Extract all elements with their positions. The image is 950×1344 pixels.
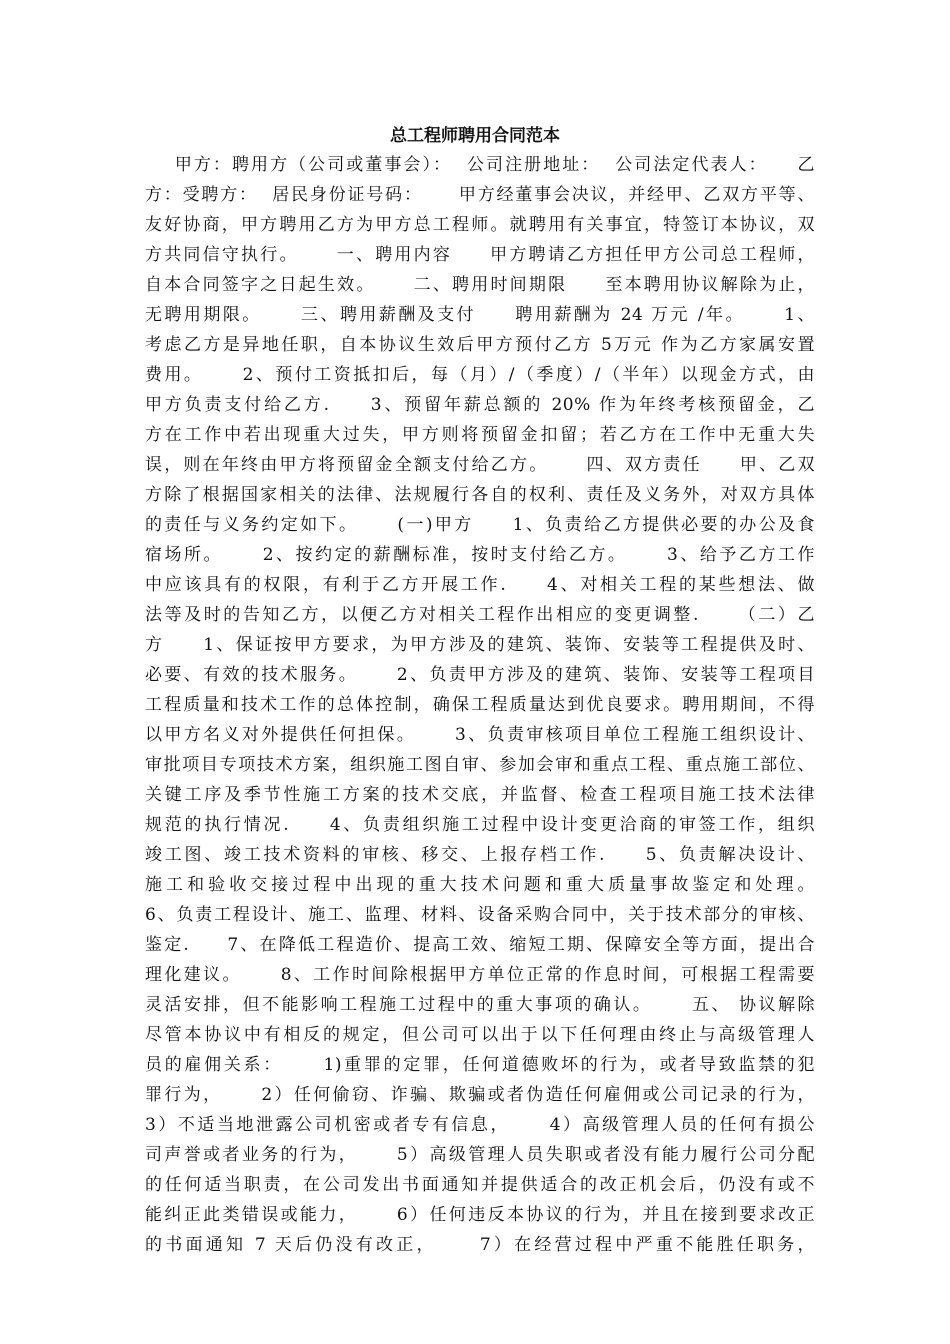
- document-line: 方共同信守执行。 一、聘用内容 甲方聘请乙方担任甲方公司总工程师，: [145, 245, 815, 265]
- document-line: 司声誉或者业务的行为， 5）高级管理人员失职或者没有能力履行公司分配: [145, 1145, 815, 1165]
- document-line: 的任何适当职责，在公司发出书面通知并提供适合的改正机会后，仍没有或不: [145, 1175, 815, 1195]
- document-line: 必要、有效的技术服务。 2、负责甲方涉及的建筑、装饰、安装等工程项目: [145, 665, 815, 685]
- document-line: 灵活安排，但不能影响工程施工过程中的重大事项的确认。 五、 协议解除: [145, 995, 815, 1015]
- document-line: 的责任与义务约定如下。 (一)甲方 1、负责给乙方提供必要的办公及食: [145, 515, 815, 535]
- document-line: 中应该具有的权限，有利于乙方开展工作. 4、对相关工程的某些想法、做: [145, 575, 815, 595]
- document-line: 审批项目专项技术方案，组织施工图自审、参加会审和重点工程、重点施工部位、: [145, 755, 815, 775]
- document-line: 甲方：聘用方（公司或董事会）： 公司注册地址： 公司法定代表人： 乙: [145, 155, 815, 175]
- document-line: 费用。 2、预付工资抵扣后，每（月）/（季度）/（半年）以现金方式，由: [145, 365, 815, 385]
- document-line: 罪行为， 2）任何偷窃、诈骗、欺骗或者伪造任何雇佣或公司记录的行为，: [145, 1085, 815, 1105]
- document-line: 误，则在年终由甲方将预留金全额支付给乙方。 四、双方责任 甲、乙双: [145, 455, 815, 475]
- document-title: 总工程师聘用合同范本: [390, 126, 560, 146]
- document-line: 的书面通知 7 天后仍没有改正， 7）在经营过程中严重不能胜任职务，: [145, 1235, 815, 1255]
- document-line: 方：受聘方： 居民身份证号码： 甲方经董事会决议，并经甲、乙双方平等、: [145, 185, 815, 205]
- document-body: [145, 150, 815, 1260]
- document-line: 工程质量和技术工作的总体控制，确保工程质量达到优良要求。聘用期间，不得: [145, 695, 815, 715]
- document-line: 以甲方名义对外提供任何担保。 3、负责审核项目单位工程施工组织设计、: [145, 725, 815, 745]
- document-line: 方 1、保证按甲方要求，为甲方涉及的建筑、装饰、安装等工程提供及时、: [145, 635, 815, 655]
- document-line: 施工和验收交接过程中出现的重大技术问题和重大质量事故鉴定和处理。: [145, 875, 815, 895]
- document-line: 自本合同签字之日起生效。 二、聘用时间期限 至本聘用协议解除为止，: [145, 275, 815, 295]
- document-line: 甲方负责支付给乙方. 3、预留年薪总额的 20% 作为年终考核预留金，乙: [145, 395, 815, 415]
- document-line: 无聘用期限。 三、聘用薪酬及支付 聘用薪酬为 24 万元 /年。 1、: [145, 305, 815, 325]
- document-line: 规范的执行情况. 4、负责组织施工过程中设计变更洽商的审签工作，组织: [145, 815, 815, 835]
- document-line: 理化建议。 8、工作时间除根据甲方单位正常的作息时间，可根据工程需要: [145, 965, 815, 985]
- document-line: 法等及时的告知乙方，以便乙方对相关工程作出相应的变更调整. （二）乙: [145, 605, 815, 625]
- document-line: 友好协商，甲方聘用乙方为甲方总工程师。就聘用有关事宜，特签订本协议，双: [145, 215, 815, 235]
- document-line: 方除了根据国家相关的法律、法规履行各自的权利、责任及义务外，对双方具体: [145, 485, 815, 505]
- document-line: 3）不适当地泄露公司机密或者专有信息， 4）高级管理人员的任何有损公: [145, 1115, 815, 1135]
- document-line: 方在工作中若出现重大过失，甲方则将预留金扣留；若乙方在工作中无重大失: [145, 425, 815, 445]
- document-line: 能纠正此类错误或能力， 6）任何违反本协议的行为，并且在接到要求改正: [145, 1205, 815, 1225]
- document-line: 宿场所。 2、按约定的薪酬标准，按时支付给乙方。 3、给予乙方工作: [145, 545, 815, 565]
- document-line: 竣工图、竣工技术资料的审核、移交、上报存档工作. 5、负责解决设计、: [145, 845, 815, 865]
- document-line: 关键工序及季节性施工方案的技术交底，并监督、检查工程项目施工技术法律: [145, 785, 815, 805]
- document-line: 尽管本协议中有相反的规定，但公司可以出于以下任何理由终止与高级管理人: [145, 1025, 815, 1045]
- document-line: 6、负责工程设计、施工、监理、材料、设备采购合同中，关于技术部分的审核、: [145, 905, 815, 925]
- document-line: 考虑乙方是异地任职，自本协议生效后甲方预付乙方 5万元 作为乙方家属安置: [145, 335, 815, 355]
- document-line: 员的雇佣关系： 1)重罪的定罪，任何道德败坏的行为，或者导致监禁的犯: [145, 1055, 815, 1075]
- document-line: 鉴定. 7、在降低工程造价、提高工效、缩短工期、保障安全等方面，提出合: [145, 935, 815, 955]
